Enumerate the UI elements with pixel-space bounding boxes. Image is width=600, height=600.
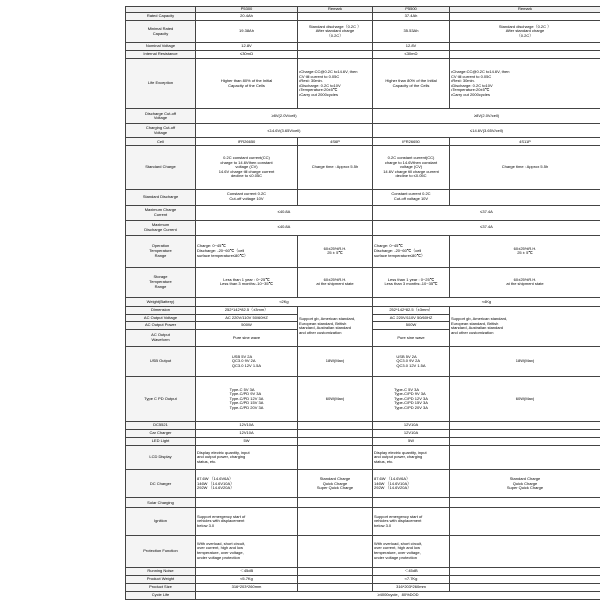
rated-capacity-p5500: 37.4Ah [373,13,450,21]
spec-sheet [125,6,600,600]
label-solar-charging: Solar Charging [126,498,196,508]
row-solar-charging [126,498,600,508]
dc-charger-remark-1: Standard Charge Quick Charge Super Quick Charge [298,470,373,498]
row-max-discharge [126,220,600,235]
label-weight-battery: Weight(Battery) [126,297,196,306]
type-c-p5300-cell [196,377,298,422]
max-discharge-p5500: ≤37.4A [373,220,600,235]
standard-discharge-p5300: Constant current 0.2C Cut-off voltage 10V [196,189,298,205]
row-dc5521 [126,422,600,430]
rated-capacity-remark-1 [298,13,373,21]
lcd-display-remark-1 [298,446,373,470]
row-dc-charger [126,470,600,498]
label-rated-capacity: Rated Capacity [126,13,196,21]
standard-charge-remark-1: Charge time : Approx 5.5h [298,146,373,189]
row-min-capacity [126,21,600,43]
dc5521-p5500: 12V10A [373,422,450,430]
row-nominal-voltage [126,43,600,51]
min-capacity-remark-2: Standard discharge（0.2C ） After standard charge （0.2C） [450,21,600,43]
led-light-remark-1 [298,438,373,446]
charging-cutoff-p5500: ≤14.6V(3.65V/cell) [373,124,600,138]
ac-output-remark-1: Support gb, American standard, European standard, British standard, Australian standard and other customization [298,306,373,346]
running-noise-p5500: ＜45dB [373,567,450,575]
solar-charging-remark-2 [450,498,600,508]
lcd-display-remark-2 [450,446,600,470]
nominal-voltage-p5300: 12.8V [196,43,298,51]
row-led-light [126,438,600,446]
nominal-voltage-remark-1 [298,43,373,51]
dc-charger-p5500: 87.6W （14.6V6A） 146W （14.6V10A） 292W （14.6V20A） [373,470,450,498]
ignition-remark-1 [298,508,373,535]
product-weight-p5500: ≈7.7Kg [373,575,450,583]
usb-output-p5500-cell [373,346,450,376]
product-weight-remark-1 [298,575,373,583]
header-model-2: P5500 [373,7,450,13]
standard-charge-p5300: 0.2C constant current(CC) charge to 14.6Vthen constant voltage (CV) 14.6V charge till charge current decline to ≤0.05C [196,146,298,189]
dc5521-remark-2 [450,422,600,430]
label-cell: Cell [126,138,196,146]
label-product-weight: Product Weight [126,575,196,583]
type-c-p5500-cell [373,377,450,422]
label-min-capacity: Minimal Rated Capacity [126,21,196,43]
running-noise-remark-2 [450,567,600,575]
protection-p5500: With overload, short circuit, over current, high and low temperature, over voltage, under voltage protection [373,535,450,567]
discharge-cutoff-p5300: ≥8V(2.0V/cell) [196,109,373,124]
lcd-display-p5300: Display electric quantity, input and output power, charging status, etc. [196,446,298,470]
life-exception-p5500: Higher than 80% of the Initial Capacity of the Cells [373,59,450,109]
label-max-discharge: Maximum Discharge Current [126,220,196,235]
product-size-p5500: 316*203*260mm [373,583,450,591]
label-ac-output-waveform: AC Output Waveform [126,329,196,346]
product-size-remark-2 [450,583,600,591]
protection-remark-1 [298,535,373,567]
label-protection: Protection Function [126,535,196,567]
operation-temp-remark-1: 60±25%R.H. 25 ± 5℃ [298,235,373,267]
row-cycle-life [126,591,600,599]
label-running-noise: Running Noise [126,567,196,575]
product-weight-p5300: ≈5.7Kg [196,575,298,583]
charging-cutoff-p5300: ≤14.6V(3.65V/cell) [196,124,373,138]
dc-charger-remark-2: Standard Charge Quick Charge Super Quick Charge [450,470,600,498]
storage-temp-p5300: Less than 1 year : 0~25℃ Less than 3 months:-10~35℃ [196,267,298,297]
row-dimension [126,306,600,314]
product-weight-remark-2 [450,575,600,583]
protection-p5300: With overload, short circuit, over current, high and low temperature, over voltage, under voltage protection [196,535,298,567]
type-c-p5300: Type-C 5V 3A Type-C/PD 9V 3A Type-C/PD 12V 3A Type-C/PD 15V 3A Type-C/PD 20V 3A [229,386,264,411]
standard-discharge-p5500: Constant current 0.2C Cut-off voltage 10V [373,189,450,205]
type-c-p5500: Type-C 5V 3A Type-C/PD 9V 3A Type-C/PD 12V 3A Type-C/PD 15V 3A Type-C/PD 20V 3A [394,386,428,411]
rated-capacity-p5300: 20.4Ah [196,13,298,21]
row-rated-capacity [126,13,600,21]
row-internal-resistance [126,51,600,59]
row-standard-discharge [126,189,600,205]
ac-output-voltage-p5500: AC 220V/110V 50/60HZ [373,314,450,321]
internal-resistance-p5300: ≤30mΩ [196,51,298,59]
led-light-remark-2 [450,438,600,446]
dc-charger-p5300: 87.6W （14.6V6A） 146W （14.6V10A） 292W （14.6V20A） [196,470,298,498]
label-standard-discharge: Standard Discharge [126,189,196,205]
car-charger-remark-1 [298,430,373,438]
operation-temp-remark-2: 60±25%R.H. 25 ± 5℃ [450,235,600,267]
usb-output-remark-1: 18W(Max) [298,346,373,376]
row-discharge-cutoff [126,109,600,124]
ignition-remark-2 [450,508,600,535]
ac-output-remark-2: Support gb, American standard, European standard, British standard, Australian standard and other customization [450,306,600,346]
ac-output-power-p5500: 500W [373,321,450,329]
dimension-p5300: 252*142*82.5（±3mm） [196,306,298,314]
label-dc-charger: DC Charger [126,470,196,498]
car-charger-p5300: 12V10A [196,430,298,438]
cell-config-2: 4S11P [450,138,600,146]
ignition-p5500: Support emergency start of vehicles with displacement below 3.0 [373,508,450,535]
min-capacity-remark-1: Standard discharge（0.2C ） After standard charge （0.2C） [298,21,373,43]
row-protection [126,535,600,567]
row-life-exception [126,59,600,109]
min-capacity-p5300: 19.38Ah [196,21,298,43]
label-nominal-voltage: Nominal Voltage [126,43,196,51]
row-lcd-display [126,446,600,470]
led-light-p5300: 5W [196,438,298,446]
label-cycle-life: Cycle Life [126,591,196,599]
type-c-remark-2: 60W(Max) [450,377,600,422]
label-led-light: LED Light [126,438,196,446]
standard-discharge-remark-2 [450,189,600,205]
header-remark-1: Remark [298,7,373,13]
row-max-charge [126,205,600,220]
header-remark-2: Remark [450,7,600,13]
dimension-p5500: 252*142*82.5（±3mm） [373,306,450,314]
car-charger-remark-2 [450,430,600,438]
usb-output-remark-2: 18W(Max) [450,346,600,376]
label-ac-output-power: AC Output Power [126,321,196,329]
label-lcd-display: LCD Display [126,446,196,470]
ac-output-power-p5300: 500W [196,321,298,329]
row-operation-temp [126,235,600,267]
car-charger-p5500: 12V10A [373,430,450,438]
standard-discharge-remark-1 [298,189,373,205]
label-life-exception: Life Exception [126,59,196,109]
life-exception-remark-2: •Charge:CC@0.2C to14.6V, then CV till current to 0.05C •Rest: 30min. •Discharge: 0.2C to10V •Temperature:20±5℃ •Carry out 2000cycles [450,59,600,109]
nominal-voltage-p5500: 12.8V [373,43,450,51]
ac-output-voltage-p5300: AC 220V/110V 50/60HZ [196,314,298,321]
ac-output-waveform-p5500: Pure sine wave [373,329,450,346]
dc5521-p5300: 12V10A [196,422,298,430]
lcd-display-p5500: Display electric quantity, input and output power, charging status, etc. [373,446,450,470]
label-usb-output: USB Output [126,346,196,376]
solar-charging-p5300 [196,498,298,508]
protection-remark-2 [450,535,600,567]
label-max-charge: Maximum Charge Current [126,205,196,220]
rated-capacity-remark-2 [450,13,600,21]
row-type-c [126,377,600,422]
row-product-size [126,583,600,591]
product-size-remark-1 [298,583,373,591]
internal-resistance-remark-1 [298,51,373,59]
solar-charging-p5500 [373,498,450,508]
solar-charging-remark-1 [298,498,373,508]
label-dc5521: DC5521 [126,422,196,430]
usb-output-p5500: USB 5V 2A QC3.0 9V 2A QC3.0 12V 1.5A [396,353,426,368]
operation-temp-p5500: Charge: 0~45℃ Discharge: -20~60℃（cell surface temperature≤80℃） [373,235,450,267]
standard-charge-p5500: 0.2C constant current(CC) charge to 14.6Vthen constant voltage (CV) 14.6V charge till charge current decline to ≤0.05C [373,146,450,189]
label-operation-temp: Operation Temperature Range [126,235,196,267]
operation-temp-p5300: Charge: 0~45℃ Discharge: -20~60℃（cell surface temperature≤80℃） [196,235,298,267]
label-standard-charge: Standard Charge [126,146,196,189]
cell-p5500: IFR26650 [373,138,450,146]
nominal-voltage-remark-2 [450,43,600,51]
label-internal-resistance: Internal Resistance [126,51,196,59]
storage-temp-p5500: Less than 1 year : 0~25℃ Less than 3 months:-10~35℃ [373,267,450,297]
led-light-p5500: 5W [373,438,450,446]
product-size-p5300: 316*203*260mm [196,583,298,591]
label-charging-cutoff: Charging Cut-off Voltage [126,124,196,138]
label-type-c: Type C PD Output [126,377,196,422]
life-exception-p5300: Higher than 80% of the Initial Capacity of the Cells [196,59,298,109]
running-noise-remark-1 [298,567,373,575]
label-dimension: Dimension [126,306,196,314]
weight-battery-p5500: ≈4Kg [373,297,600,306]
row-weight-battery [126,297,600,306]
spec-table [125,6,600,600]
discharge-cutoff-p5500: ≥8V(2.0V/cell) [373,109,600,124]
label-product-size: Product Size [126,583,196,591]
min-capacity-p5500: 35.53Ah [373,21,450,43]
standard-charge-remark-2: Charge time : Approx 5.5h [450,146,600,189]
label-ignition: Ignition [126,508,196,535]
row-running-noise [126,567,600,575]
row-cell [126,138,600,146]
row-usb-output [126,346,600,376]
label-car-charger: Car Charger [126,430,196,438]
running-noise-p5300: ＜45dB [196,567,298,575]
row-standard-charge [126,146,600,189]
header-model-1: P5300 [196,7,298,13]
ignition-p5300: Support emergency start of vehicles with displacement below 3.0 [196,508,298,535]
cell-config-1: 4S6P [298,138,373,146]
internal-resistance-remark-2 [450,51,600,59]
usb-output-p5300: USB 5V 2A QC3.0 9V 2A QC3.0 12V 1.5A [231,353,262,368]
label-ac-output-voltage: AC Output Voltage [126,314,196,321]
row-ignition [126,508,600,535]
internal-resistance-p5500: ≤30mΩ [373,51,450,59]
row-charging-cutoff [126,124,600,138]
usb-output-p5300-cell [196,346,298,376]
label-storage-temp: Storage Temperature Range [126,267,196,297]
weight-battery-p5300: ≈2Kg [196,297,373,306]
max-charge-p5300: ≤40.8A [196,205,373,220]
cell-p5300: IFR26650 [196,138,298,146]
dc5521-remark-1 [298,422,373,430]
storage-temp-remark-1: 60±25%R.H. at the shipment state [298,267,373,297]
type-c-remark-1: 60W(Max) [298,377,373,422]
ac-output-waveform-p5300: Pure sine wave [196,329,298,346]
life-exception-remark-1: •Charge:CC@0.2C to14.6V, then CV till current to 0.05C •Rest: 30min. •Discharge: 0.2C to10V •Temperature:20±5℃ •Carry out 2000cycles [298,59,373,109]
row-product-weight [126,575,600,583]
cycle-life-value: ≥4000cycle，80%DOD [196,591,600,599]
max-discharge-p5300: ≤40.8A [196,220,373,235]
storage-temp-remark-2: 60±25%R.H. at the shipment state [450,267,600,297]
label-discharge-cutoff: Discharge Cut-off Voltage [126,109,196,124]
max-charge-p5500: ≤37.4A [373,205,600,220]
row-car-charger [126,430,600,438]
row-storage-temp [126,267,600,297]
